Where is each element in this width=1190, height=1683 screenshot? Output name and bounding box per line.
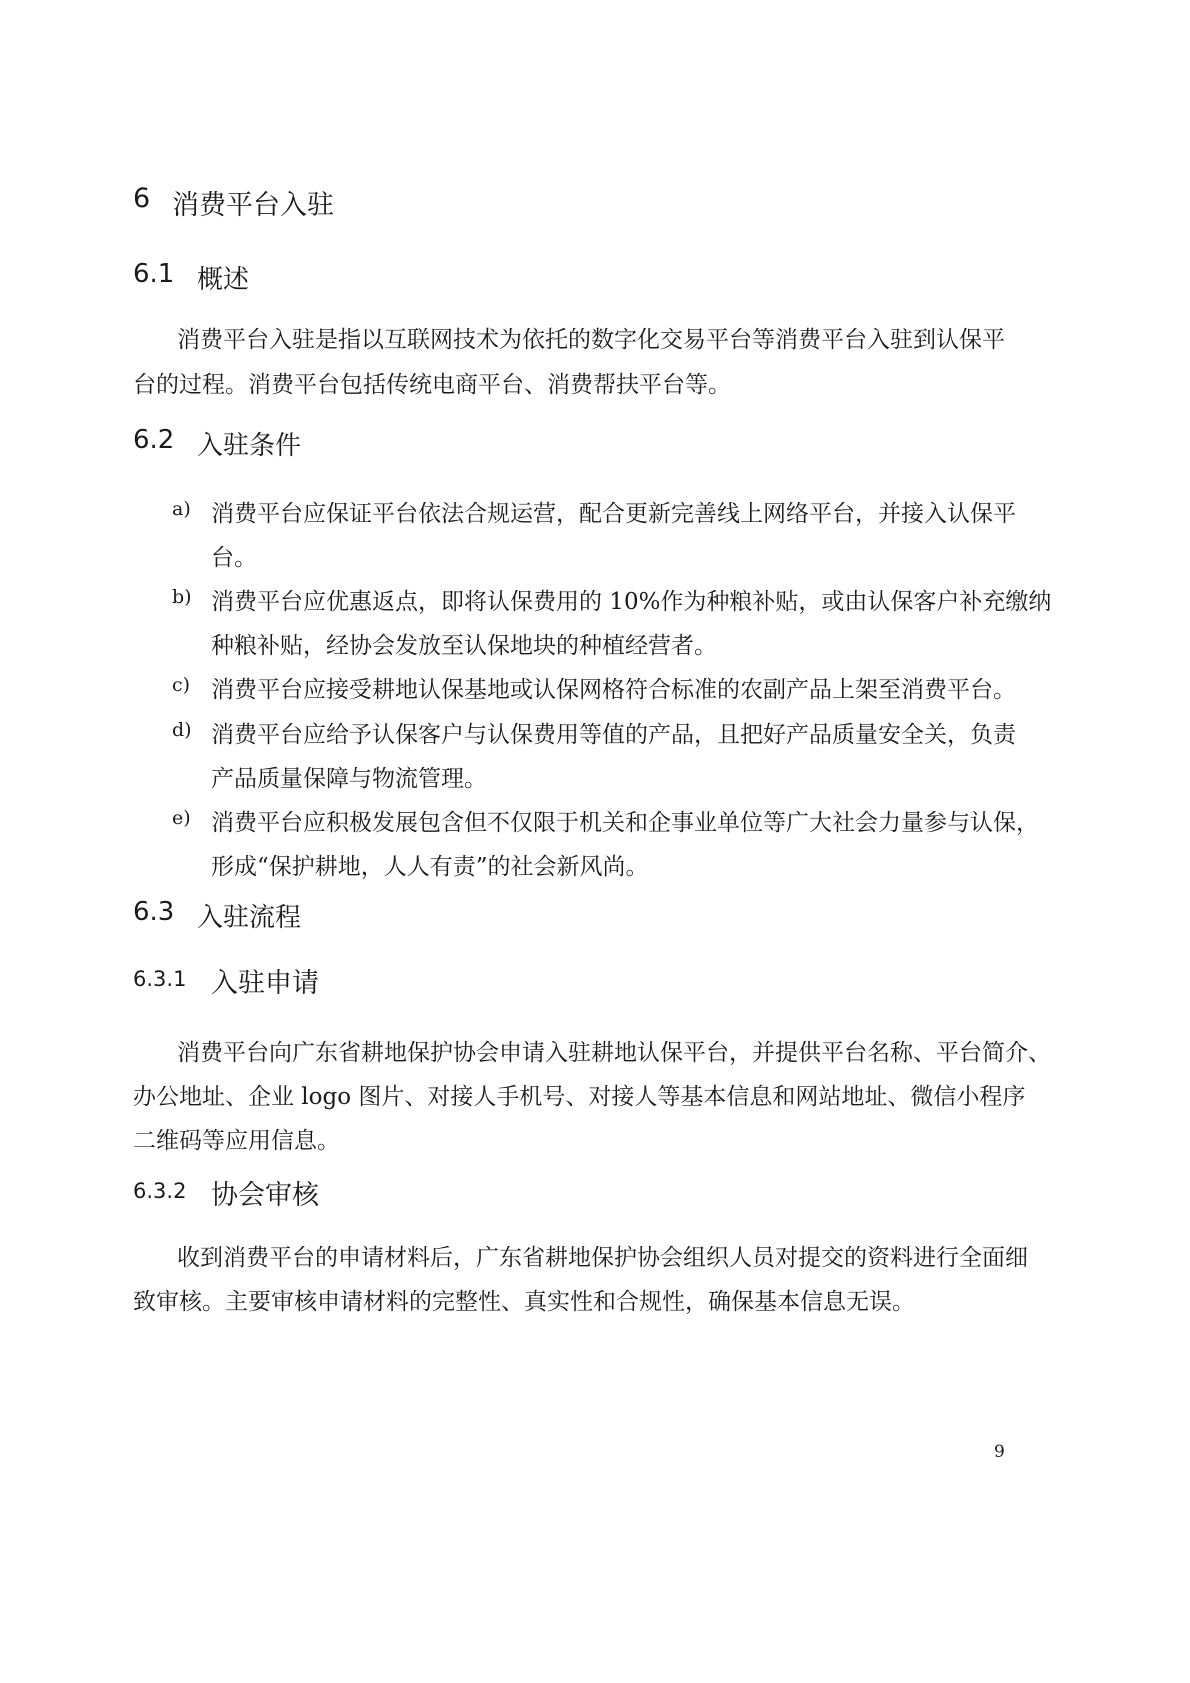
list-item-a-marker: a) [172, 498, 191, 520]
section-6-3-1-para-line-3: 二维码等应用信息。 [133, 1128, 340, 1154]
section-6-title: 消费平台入驻 [172, 190, 334, 221]
section-6-1-para-line-2: 台的过程。消费平台包括传统电商平台、消费帮扶平台等。 [133, 372, 731, 398]
section-6-3-2-para-line-1: 收到消费平台的申请材料后，广东省耕地保护协会组织人员对提交的资料进行全面细 [177, 1245, 1028, 1271]
list-item-d-line-1: 消费平台应给予认保客户与认保费用等值的产品，且把好产品质量安全关，负责 [211, 722, 1016, 748]
list-item-b-line-1: 消费平台应优惠返点，即将认保费用的 10%作为种粮补贴，或由认保客户补充缴纳 [211, 589, 1052, 615]
list-item-b-marker: b) [172, 586, 192, 608]
section-6-3-1-number: 6.3.1 [133, 967, 187, 991]
section-6-2-number: 6.2 [133, 425, 175, 455]
list-item-a-line-1: 消费平台应保证平台依法合规运营，配合更新完善线上网络平台，并接入认保平 [211, 501, 1016, 527]
list-item-d-line-2: 产品质量保障与物流管理。 [211, 766, 487, 792]
list-item-e-line-2: 形成“保护耕地，人人有责”的社会新风尚。 [211, 854, 649, 880]
list-item-b-line-2: 种粮补贴，经协会发放至认保地块的种植经营者。 [211, 633, 717, 659]
list-item-c-line-1: 消费平台应接受耕地认保基地或认保网格符合标准的农副产品上架至消费平台。 [211, 677, 1016, 703]
section-6-1-title: 概述 [197, 265, 250, 295]
list-item-c-marker: c) [172, 674, 191, 696]
section-6-3-2-para-line-2: 致审核。主要审核申请材料的完整性、真实性和合规性，确保基本信息无误。 [133, 1289, 915, 1315]
page-number: 9 [994, 1442, 1005, 1462]
section-6-3-1-para-line-1: 消费平台向广东省耕地保护协会申请入驻耕地认保平台，并提供平台名称、平台简介、 [177, 1040, 1051, 1066]
section-6-1-para-line-1: 消费平台入驻是指以互联网技术为依托的数字化交易平台等消费平台入驻到认保平 [177, 327, 1005, 353]
list-item-d-marker: d) [172, 719, 192, 741]
list-item-e-line-1: 消费平台应积极发展包含但不仅限于机关和企事业单位等广大社会力量参与认保， [211, 810, 1039, 836]
list-item-a-line-2: 台。 [211, 545, 257, 571]
section-6-3-title: 入驻流程 [197, 903, 302, 933]
section-6-2-title: 入驻条件 [197, 431, 302, 461]
section-6-number: 6 [133, 183, 151, 214]
section-6-1-number: 6.1 [133, 259, 175, 289]
section-6-3-2-number: 6.3.2 [133, 1179, 187, 1203]
section-6-3-2-title: 协会审核 [211, 1180, 319, 1211]
section-6-3-number: 6.3 [133, 897, 175, 927]
section-6-3-1-title: 入驻申请 [211, 968, 319, 999]
list-item-e-marker: e) [172, 807, 191, 829]
section-6-3-1-para-line-2: 办公地址、企业 logo 图片、对接人手机号、对接人等基本信息和网站地址、微信小程序 [133, 1084, 1026, 1110]
